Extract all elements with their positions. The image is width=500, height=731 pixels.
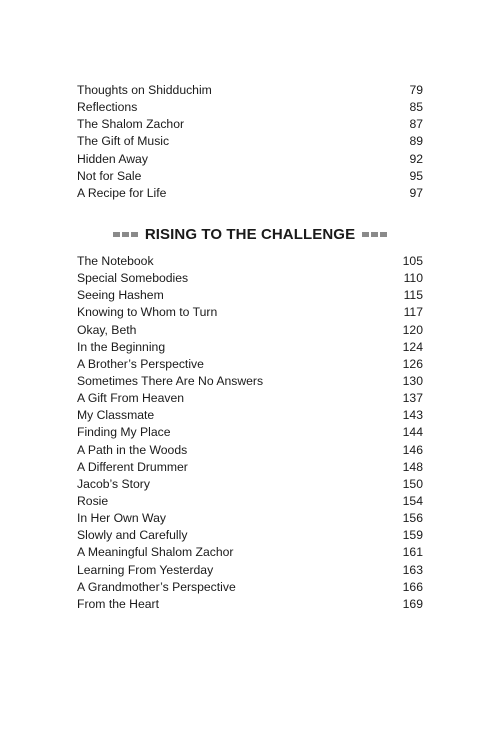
toc-entry: [77, 390, 423, 407]
toc-entry-page: 85: [409, 100, 423, 115]
toc-entry-page: 169: [402, 596, 423, 611]
toc-entry-page: 79: [409, 83, 423, 97]
toc-entry-title: Thoughts on Shidduchim: [77, 83, 212, 97]
toc-entry: [77, 322, 423, 339]
toc-entry: [77, 527, 423, 544]
toc-entry-title: Hidden Away: [77, 151, 148, 166]
toc-entry: [77, 168, 423, 185]
toc-entry: [77, 510, 423, 527]
toc-entry-title: From the Heart: [77, 596, 159, 611]
toc-entry-page: 156: [402, 511, 423, 526]
toc-entry: [77, 99, 423, 116]
toc-entry-page: 154: [402, 493, 423, 508]
toc-entry-title: Not for Sale: [77, 168, 142, 183]
toc-entry: [77, 82, 423, 99]
toc-entry-page: 115: [403, 288, 423, 303]
toc-entry-title: Knowing to Whom to Turn: [77, 305, 218, 320]
toc-entry-page: 105: [402, 254, 423, 268]
toc-entry: [77, 287, 423, 304]
toc-entry-title: Seeing Hashem: [77, 288, 164, 303]
toc-entry-page: 124: [402, 339, 423, 354]
toc-entry: [77, 151, 423, 168]
toc-entry: [77, 339, 423, 356]
heading-ornament-left-icon: [113, 232, 138, 237]
toc-entry: [77, 562, 423, 579]
toc-entry-title: A Gift From Heaven: [77, 391, 185, 406]
toc-entry-page: 144: [402, 425, 423, 440]
toc-entry: [77, 116, 423, 133]
toc-entry: [77, 304, 423, 321]
toc-entry-title: The Notebook: [77, 254, 154, 268]
toc-entry: [77, 424, 423, 441]
section-heading-text: RISING TO THE CHALLENGE: [144, 225, 356, 243]
toc-entry: [77, 544, 423, 561]
toc-entry: [77, 459, 423, 476]
toc-entry-title: A Different Drummer: [77, 459, 188, 474]
toc-entry: [77, 493, 423, 510]
toc-entry: [77, 407, 423, 424]
toc-entry: [77, 270, 423, 287]
toc-entry: [77, 596, 423, 613]
toc-entry-title: The Shalom Zachor: [77, 117, 185, 132]
toc-entry-title: A Brother’s Perspective: [77, 356, 204, 371]
toc-entry-title: A Path in the Woods: [77, 442, 188, 457]
toc-entry: [77, 579, 423, 596]
toc-entry-page: 89: [409, 134, 423, 149]
toc-entry-title: Special Somebodies: [77, 271, 189, 286]
toc-entry-title: A Meaningful Shalom Zachor: [77, 545, 234, 560]
toc-entry-page: 97: [409, 185, 423, 200]
toc-entry-title: Okay, Beth: [77, 322, 137, 337]
toc-entry-page: 146: [402, 442, 423, 457]
toc-entry-page: 150: [402, 476, 423, 491]
toc-entry-title: Finding My Place: [77, 425, 171, 440]
toc-entry-page: 126: [402, 356, 423, 371]
toc-entry-page: 95: [409, 168, 423, 183]
toc-list-section-one: [77, 82, 423, 202]
toc-entry: [77, 253, 423, 270]
toc-entry: [77, 476, 423, 493]
toc-entry-page: 143: [402, 408, 423, 423]
heading-ornament-right-icon: [362, 232, 387, 237]
toc-entry: [77, 185, 423, 202]
toc-entry-page: 163: [402, 562, 423, 577]
toc-entry-title: A Grandmother’s Perspective: [77, 579, 236, 594]
toc-entry: [77, 373, 423, 390]
toc-entry-page: 120: [402, 322, 423, 337]
toc-entry-title: Rosie: [77, 493, 109, 508]
toc-entry-title: Sometimes There Are No Answers: [77, 373, 264, 388]
toc-entry-title: A Recipe for Life: [77, 185, 167, 200]
toc-entry: [77, 133, 423, 150]
toc-entry-title: In Her Own Way: [77, 511, 166, 526]
toc-entry-page: 161: [402, 545, 423, 560]
toc-entry-page: 137: [402, 391, 423, 406]
toc-entry-title: My Classmate: [77, 408, 155, 423]
toc-entry-title: Jacob’s Story: [77, 476, 150, 491]
toc-entry-title: Slowly and Carefully: [77, 528, 188, 543]
toc-entry-title: In the Beginning: [77, 339, 166, 354]
toc-entry-title: Reflections: [77, 100, 138, 115]
toc-entry-page: 110: [403, 271, 423, 286]
toc-entry: [77, 356, 423, 373]
toc-list-section-two: [77, 253, 423, 613]
toc-entry-title: The Gift of Music: [77, 134, 170, 149]
toc-entry-page: 148: [402, 459, 423, 474]
toc-entry-page: 159: [402, 528, 423, 543]
toc-entry-page: 117: [403, 305, 423, 320]
toc-entry: [77, 442, 423, 459]
section-heading: [0, 224, 500, 244]
toc-entry-page: 166: [402, 579, 423, 594]
section-heading-inner: [113, 226, 387, 243]
toc-entry-page: 130: [402, 373, 423, 388]
toc-entry-page: 87: [409, 117, 423, 132]
toc-entry-title: Learning From Yesterday: [77, 562, 214, 577]
toc-entry-page: 92: [409, 151, 423, 166]
